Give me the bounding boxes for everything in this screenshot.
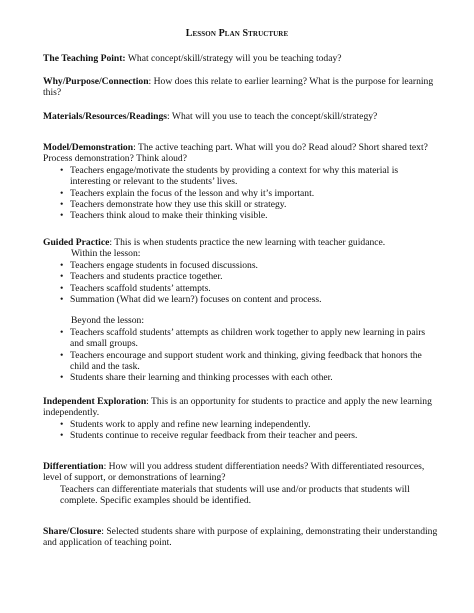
list-item: • Students share their learning and thinking processes with each other. [43,372,438,383]
list-item: • Students continue to receive regular feedback from their teacher and peers. [43,430,438,441]
teaching-point-label: The Teaching Point: [43,53,126,64]
model-paragraph [43,142,438,165]
independent-text: : This is an opportunity for students to practice and apply the new learning independently. [43,396,432,419]
why-paragraph [43,76,438,99]
guided-paragraph [43,237,438,248]
list-item: • Teachers encourage and support student work and thinking, giving feedback that honors the child and the task. [43,350,438,373]
independent-bullet-list [43,419,438,442]
independent-label: Independent Exploration [43,396,147,407]
within-bullet-list [43,260,438,306]
differentiation-note: Teachers can differentiate materials that students will use and/or products that students will complete. Specific examples should be identified. [60,483,410,507]
list-item: • Teachers explain the focus of the lesson and why it’s important. [43,188,438,199]
section-share-closure [43,526,438,549]
list-item: • Teachers engage students in focused discussions. [43,260,438,271]
teaching-point-paragraph [43,53,438,64]
model-bullet-list [43,165,438,222]
section-why [43,76,438,99]
teaching-point-text: What concept/skill/strategy will you be teaching today? [125,53,342,64]
section-teaching-point [43,53,438,64]
materials-label: Materials/Resources/Readings [43,111,167,122]
list-item: • Teachers scaffold students’ attempts as children work together to apply new learning in pairs and small groups. [43,327,438,350]
differentiation-text: : How will you address student differentiation needs? With differentiated resources, level of support, or demonstrations of learning? [43,461,425,484]
share-label: Share/Closure [43,526,102,537]
differentiation-paragraph [43,461,438,484]
why-text: : How does this relate to earlier learning? What is the purpose for learning this? [43,76,434,99]
section-guided-practice [43,237,438,384]
share-paragraph [43,526,438,549]
list-item: • Students work to apply and refine new learning independently. [43,419,438,430]
section-independent-exploration [43,396,438,442]
model-text: : The active teaching part. What will you do? Read aloud? Short shared text? Process demonstration? Think aloud? [43,142,428,165]
materials-text: : What will you use to teach the concept/skill/strategy? [167,111,378,122]
section-model [43,142,438,222]
list-item: • Teachers think aloud to make their thinking visible. [43,210,438,221]
independent-paragraph [43,396,438,419]
list-item: • Teachers engage/motivate the students by providing a context for why this material is interesting or relevant to the students’ lives. [43,165,438,188]
list-item: • Summation (What did we learn?) focuses on content and process. [43,294,438,305]
page-title: Lesson Plan Structure [185,28,289,39]
materials-paragraph [43,111,438,122]
share-text: : Selected students share with purpose of explaining, demonstrating their understanding and application of teaching point. [43,526,438,549]
guided-label: Guided Practice [43,237,110,248]
within-lesson-label: Within the lesson: [71,248,141,260]
beyond-bullet-list [43,327,438,384]
list-item: • Teachers scaffold students’ attempts. [43,283,438,294]
list-item: • Teachers demonstrate how they use this skill or strategy. [43,199,438,210]
guided-text: : This is when students practice the new learning with teacher guidance. [109,237,386,248]
beyond-lesson-label: Beyond the lesson: [71,315,145,327]
list-item: • Teachers and students practice together. [43,271,438,282]
differentiation-label: Differentiation [43,461,104,472]
section-differentiation [43,461,438,507]
why-label: Why/Purpose/Connection [43,76,149,87]
model-label: Model/Demonstration [43,142,134,153]
section-materials [43,111,438,122]
